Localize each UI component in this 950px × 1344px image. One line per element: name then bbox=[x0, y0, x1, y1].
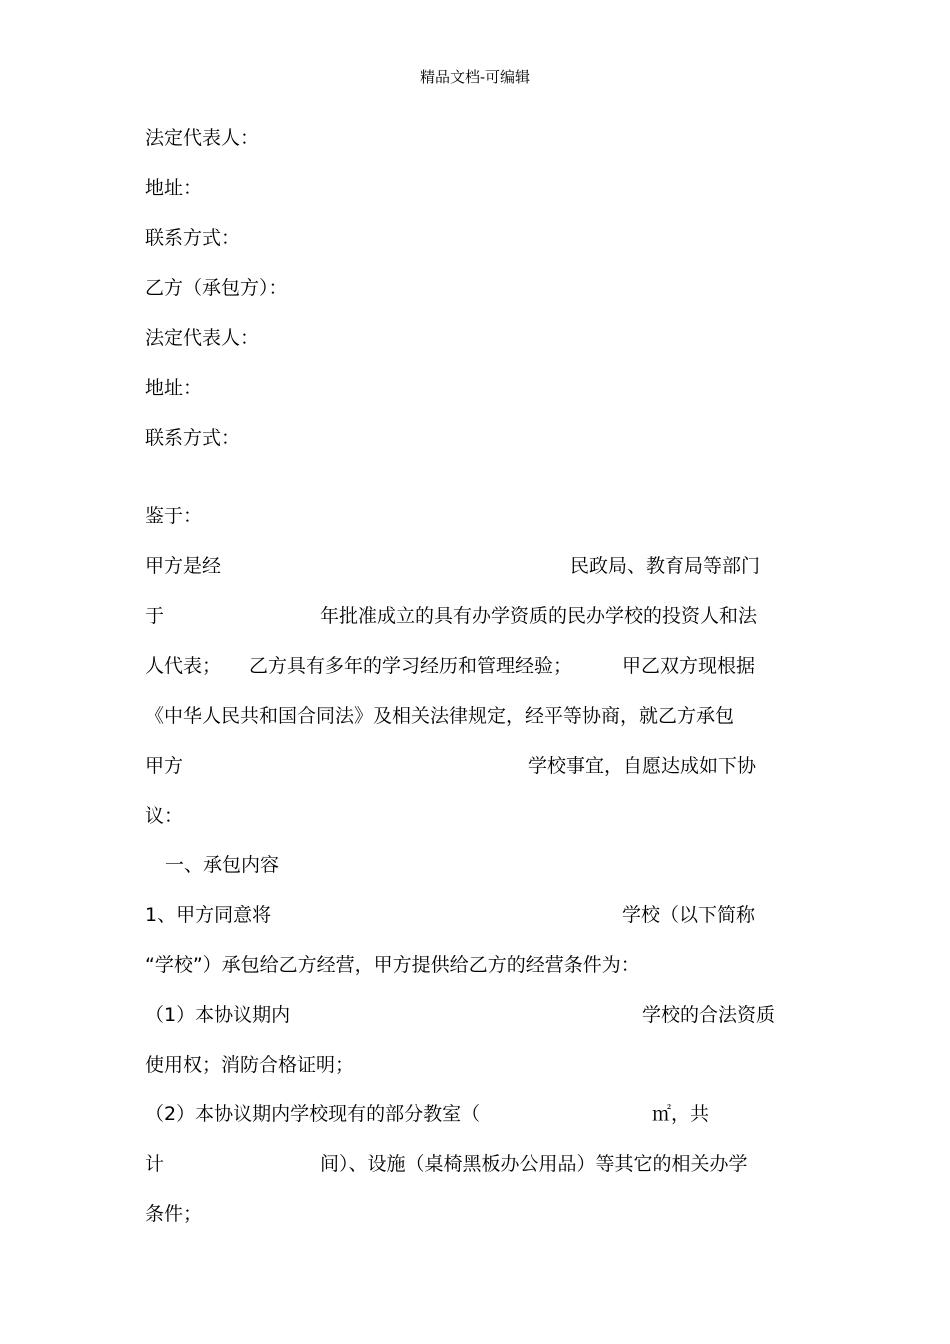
whereas-label: 鉴于： bbox=[145, 505, 203, 527]
party-b-title: 乙方（承包方）： bbox=[145, 277, 288, 299]
preamble-line6: 议： bbox=[145, 805, 184, 827]
party-b-contact: 联系方式： bbox=[145, 427, 241, 449]
party-b-legal-rep: 法定代表人： bbox=[145, 327, 260, 349]
sub1-continuation: 使用权；消防合格证明； bbox=[145, 1054, 355, 1076]
preamble-line3-start: 人代表； bbox=[145, 655, 222, 677]
preamble-line1-end: 民政局、教育局等部门 bbox=[570, 555, 761, 577]
sub2-line2-start: 计 bbox=[145, 1153, 165, 1175]
party-a-legal-rep: 法定代表人： bbox=[145, 127, 260, 149]
preamble-line2-end: 年批准成立的具有办学资质的民办学校的投资人和法 bbox=[320, 605, 758, 627]
sub2-end: ㎡，共 bbox=[652, 1103, 710, 1125]
preamble-line3-middle: 乙方具有多年的学习经历和管理经验； bbox=[249, 655, 573, 677]
item1-start: 1、甲方同意将 bbox=[145, 904, 272, 926]
preamble-line5-end: 学校事宜，自愿达成如下协 bbox=[528, 755, 757, 777]
page-header: 精品文档-可编辑 bbox=[419, 68, 531, 86]
sub1-end: 学校的合法资质 bbox=[642, 1004, 776, 1026]
preamble-line3-end: 甲乙双方现根据 bbox=[622, 655, 756, 677]
sub2-start: （2）本协议期内学校现有的部分教室（ bbox=[145, 1103, 481, 1125]
sub2-line2-end: 间）、设施（桌椅黑板办公用品）等其它的相关办学 bbox=[320, 1153, 748, 1175]
preamble-line4: 《中华人民共和国合同法》及相关法律规定，经平等协商，就乙方承包 bbox=[145, 705, 735, 727]
preamble-line5-start: 甲方 bbox=[145, 755, 184, 777]
party-a-address: 地址： bbox=[145, 177, 203, 199]
preamble-line1-start: 甲方是经 bbox=[145, 555, 222, 577]
party-a-contact: 联系方式： bbox=[145, 227, 241, 249]
section1-heading: 一、承包内容 bbox=[165, 854, 280, 876]
party-b-address: 地址： bbox=[145, 377, 203, 399]
sub1-start: （1）本协议期内 bbox=[145, 1004, 291, 1026]
preamble-line2-start: 于 bbox=[145, 605, 165, 627]
sub2-line3: 条件； bbox=[145, 1203, 203, 1225]
item1-end: 学校（以下简称 bbox=[622, 904, 756, 926]
item1-continuation: “学校”）承包给乙方经营，甲方提供给乙方的经营条件为： bbox=[145, 954, 640, 976]
